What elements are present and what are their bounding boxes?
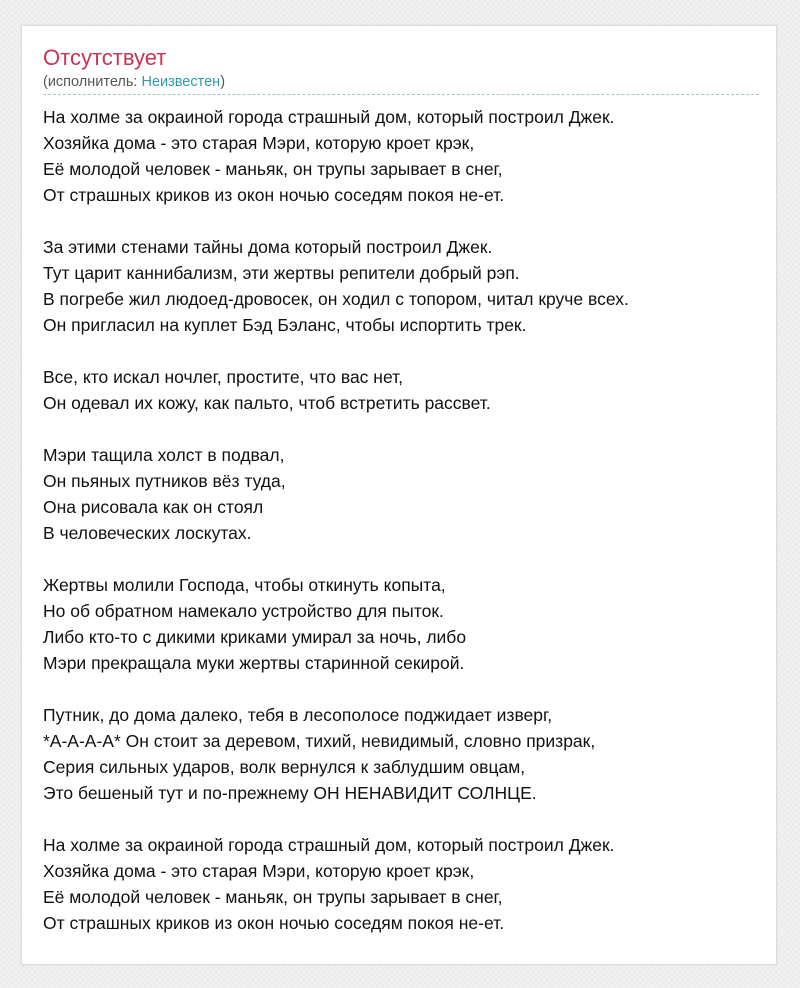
lyrics-body	[43, 104, 759, 962]
lyrics-stanza	[43, 572, 759, 676]
lyrics-line: Либо кто-то с дикими криками умирал за ночь, либо	[43, 627, 467, 647]
lyrics-line: От страшных криков из окон ночью соседям покоя не-ет.	[43, 185, 505, 205]
lyrics-stanza	[43, 234, 759, 338]
lyrics-stanza	[43, 364, 759, 416]
lyrics-line: От страшных криков из окон ночью соседям покоя не-ет.	[43, 913, 505, 933]
lyrics-line: Её молодой человек - маньяк, он трупы зарывает в снег,	[43, 887, 503, 907]
artist-link[interactable]: Неизвестен	[141, 74, 221, 90]
lyrics-line: Жертвы молили Господа, чтобы откинуть копыта,	[43, 575, 446, 595]
lyrics-stanza	[43, 104, 759, 208]
song-title: Отсутствует	[43, 45, 167, 70]
lyrics-line: Мэри прекращала муки жертвы старинной секирой.	[43, 653, 465, 673]
lyrics-line: *А-А-А-А* Он стоит за деревом, тихий, невидимый, словно призрак,	[43, 731, 596, 751]
lyrics-stanza	[43, 702, 759, 806]
lyrics-line: Он пьяных путников вёз туда,	[43, 471, 286, 491]
lyrics-line: Путник, до дома далеко, тебя в лесополосе поджидает изверг,	[43, 705, 553, 725]
lyrics-line: Серия сильных ударов, волк вернулся к заблудшим овцам,	[43, 757, 526, 777]
artist-line	[43, 73, 225, 91]
lyrics-line: На холме за окраиной города страшный дом, который построил Джек.	[43, 107, 615, 127]
lyrics-line: Все, кто искал ночлег, простите, что вас нет,	[43, 367, 404, 387]
lyrics-line: В погребе жил людоед-дровосек, он ходил с топором, читал круче всех.	[43, 289, 629, 309]
lyrics-line: Он пригласил на куплет Бэд Бэланс, чтобы испортить трек.	[43, 315, 527, 335]
lyrics-line: Её молодой человек - маньяк, он трупы зарывает в снег,	[43, 159, 503, 179]
lyrics-line: Тут царит каннибализм, эти жертвы репители добрый рэп.	[43, 263, 520, 283]
artist-suffix: )	[220, 74, 226, 90]
lyrics-line: За этими стенами тайны дома который построил Джек.	[43, 237, 493, 257]
lyrics-line: В человеческих лоскутах.	[43, 523, 252, 543]
song-header	[43, 44, 759, 95]
lyrics-line: На холме за окраиной города страшный дом, который построил Джек.	[43, 835, 615, 855]
lyrics-line: Мэри тащила холст в подвал,	[43, 445, 285, 465]
lyrics-line: Это бешеный тут и по-прежнему ОН НЕНАВИДИТ СОЛНЦЕ.	[43, 783, 537, 803]
lyrics-line: Хозяйка дома - это старая Мэри, которую кроет крэк,	[43, 133, 475, 153]
lyrics-stanza	[43, 832, 759, 936]
lyrics-stanza	[43, 442, 759, 546]
lyrics-line: Но об обратном намекало устройство для пыток.	[43, 601, 444, 621]
lyrics-line: Она рисовала как он стоял	[43, 497, 264, 517]
lyrics-card	[21, 25, 777, 965]
artist-prefix: (исполнитель:	[43, 74, 142, 90]
lyrics-line: Он одевал их кожу, как пальто, чтоб встретить рассвет.	[43, 393, 491, 413]
lyrics-line: Хозяйка дома - это старая Мэри, которую кроет крэк,	[43, 861, 475, 881]
